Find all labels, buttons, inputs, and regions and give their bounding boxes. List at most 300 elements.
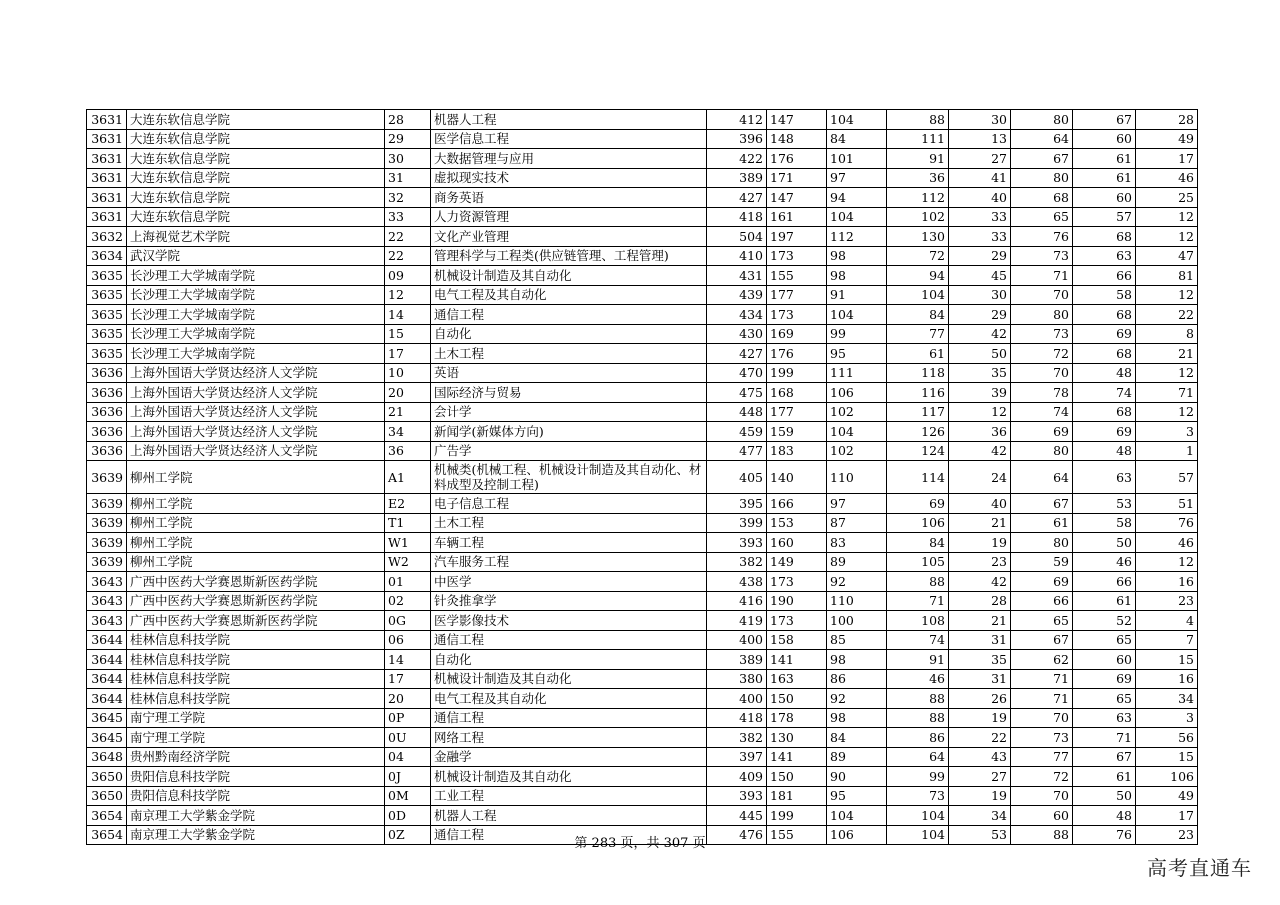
school-name-cell: 上海外国语大学贤达经济人文学院 bbox=[127, 383, 385, 403]
major-code-cell: 14 bbox=[385, 305, 431, 325]
major-code-cell: W2 bbox=[385, 552, 431, 572]
major-name-cell: 土木工程 bbox=[431, 344, 707, 364]
score-1-cell: 173 bbox=[767, 246, 827, 266]
table-row bbox=[87, 650, 1198, 670]
school-code-cell: 3635 bbox=[87, 344, 127, 364]
school-name-cell: 大连东软信息学院 bbox=[127, 129, 385, 149]
score-7-cell: 21 bbox=[1136, 344, 1198, 364]
school-name-cell: 大连东软信息学院 bbox=[127, 168, 385, 188]
score-3-cell: 104 bbox=[887, 806, 949, 826]
score-6-cell: 76 bbox=[1073, 825, 1136, 845]
score-6-cell: 60 bbox=[1073, 650, 1136, 670]
major-name-cell: 虚拟现实技术 bbox=[431, 168, 707, 188]
score-5-cell: 69 bbox=[1011, 422, 1073, 442]
score-7-cell: 16 bbox=[1136, 572, 1198, 592]
score-7-cell: 81 bbox=[1136, 266, 1198, 286]
score-7-cell: 17 bbox=[1136, 149, 1198, 169]
score-7-cell: 23 bbox=[1136, 825, 1198, 845]
score-7-cell: 12 bbox=[1136, 363, 1198, 383]
score-1-cell: 199 bbox=[767, 806, 827, 826]
school-name-cell: 贵州黔南经济学院 bbox=[127, 747, 385, 767]
major-name-cell: 通信工程 bbox=[431, 825, 707, 845]
major-name-cell: 机械设计制造及其自动化 bbox=[431, 767, 707, 787]
score-3-cell: 94 bbox=[887, 266, 949, 286]
score-4-cell: 30 bbox=[949, 110, 1011, 130]
major-code-cell: 36 bbox=[385, 441, 431, 461]
score-6-cell: 68 bbox=[1073, 305, 1136, 325]
score-6-cell: 65 bbox=[1073, 630, 1136, 650]
table-row bbox=[87, 552, 1198, 572]
score-2-cell: 106 bbox=[827, 383, 887, 403]
score-2-cell: 98 bbox=[827, 708, 887, 728]
school-code-cell: 3635 bbox=[87, 285, 127, 305]
score-3-cell: 64 bbox=[887, 747, 949, 767]
score-2-cell: 112 bbox=[827, 227, 887, 247]
score-2-cell: 104 bbox=[827, 422, 887, 442]
score-6-cell: 52 bbox=[1073, 611, 1136, 631]
score-7-cell: 3 bbox=[1136, 708, 1198, 728]
score-5-cell: 59 bbox=[1011, 552, 1073, 572]
score-7-cell: 71 bbox=[1136, 383, 1198, 403]
school-name-cell: 上海外国语大学贤达经济人文学院 bbox=[127, 422, 385, 442]
score-4-cell: 30 bbox=[949, 285, 1011, 305]
score-3-cell: 104 bbox=[887, 285, 949, 305]
score-1-cell: 178 bbox=[767, 708, 827, 728]
table-row bbox=[87, 246, 1198, 266]
score-5-cell: 80 bbox=[1011, 168, 1073, 188]
score-total-cell: 448 bbox=[707, 402, 767, 422]
score-3-cell: 117 bbox=[887, 402, 949, 422]
score-7-cell: 12 bbox=[1136, 552, 1198, 572]
score-2-cell: 99 bbox=[827, 324, 887, 344]
school-name-cell: 南京理工大学紫金学院 bbox=[127, 825, 385, 845]
major-code-cell: 20 bbox=[385, 689, 431, 709]
score-5-cell: 68 bbox=[1011, 188, 1073, 208]
score-3-cell: 102 bbox=[887, 207, 949, 227]
score-total-cell: 418 bbox=[707, 708, 767, 728]
score-7-cell: 16 bbox=[1136, 669, 1198, 689]
score-2-cell: 101 bbox=[827, 149, 887, 169]
score-1-cell: 199 bbox=[767, 363, 827, 383]
score-1-cell: 176 bbox=[767, 149, 827, 169]
score-4-cell: 42 bbox=[949, 441, 1011, 461]
score-2-cell: 104 bbox=[827, 207, 887, 227]
score-6-cell: 69 bbox=[1073, 422, 1136, 442]
score-3-cell: 105 bbox=[887, 552, 949, 572]
score-4-cell: 36 bbox=[949, 422, 1011, 442]
table-row bbox=[87, 461, 1198, 494]
school-name-cell: 南宁理工学院 bbox=[127, 708, 385, 728]
major-name-cell: 汽车服务工程 bbox=[431, 552, 707, 572]
table-row bbox=[87, 188, 1198, 208]
score-5-cell: 88 bbox=[1011, 825, 1073, 845]
major-code-cell: 28 bbox=[385, 110, 431, 130]
score-2-cell: 95 bbox=[827, 786, 887, 806]
score-6-cell: 61 bbox=[1073, 168, 1136, 188]
score-3-cell: 99 bbox=[887, 767, 949, 787]
score-total-cell: 395 bbox=[707, 494, 767, 514]
school-name-cell: 大连东软信息学院 bbox=[127, 207, 385, 227]
table-row bbox=[87, 513, 1198, 533]
score-4-cell: 40 bbox=[949, 494, 1011, 514]
school-code-cell: 3654 bbox=[87, 806, 127, 826]
score-6-cell: 61 bbox=[1073, 591, 1136, 611]
major-name-cell: 医学信息工程 bbox=[431, 129, 707, 149]
score-1-cell: 168 bbox=[767, 383, 827, 403]
score-4-cell: 41 bbox=[949, 168, 1011, 188]
table-row bbox=[87, 344, 1198, 364]
score-1-cell: 149 bbox=[767, 552, 827, 572]
major-name-cell: 英语 bbox=[431, 363, 707, 383]
score-2-cell: 110 bbox=[827, 461, 887, 494]
school-code-cell: 3644 bbox=[87, 689, 127, 709]
school-name-cell: 武汉学院 bbox=[127, 246, 385, 266]
major-code-cell: 20 bbox=[385, 383, 431, 403]
major-code-cell: 06 bbox=[385, 630, 431, 650]
school-code-cell: 3648 bbox=[87, 747, 127, 767]
school-code-cell: 3635 bbox=[87, 266, 127, 286]
score-5-cell: 73 bbox=[1011, 246, 1073, 266]
major-code-cell: 0P bbox=[385, 708, 431, 728]
school-code-cell: 3636 bbox=[87, 383, 127, 403]
score-4-cell: 33 bbox=[949, 227, 1011, 247]
score-7-cell: 12 bbox=[1136, 207, 1198, 227]
score-5-cell: 64 bbox=[1011, 129, 1073, 149]
score-6-cell: 71 bbox=[1073, 728, 1136, 748]
score-4-cell: 45 bbox=[949, 266, 1011, 286]
major-name-cell: 机械设计制造及其自动化 bbox=[431, 266, 707, 286]
school-name-cell: 长沙理工大学城南学院 bbox=[127, 285, 385, 305]
score-5-cell: 72 bbox=[1011, 767, 1073, 787]
score-4-cell: 19 bbox=[949, 708, 1011, 728]
score-2-cell: 92 bbox=[827, 689, 887, 709]
score-4-cell: 31 bbox=[949, 630, 1011, 650]
score-total-cell: 397 bbox=[707, 747, 767, 767]
score-5-cell: 80 bbox=[1011, 441, 1073, 461]
table-row bbox=[87, 572, 1198, 592]
score-total-cell: 399 bbox=[707, 513, 767, 533]
score-3-cell: 46 bbox=[887, 669, 949, 689]
score-total-cell: 416 bbox=[707, 591, 767, 611]
score-2-cell: 86 bbox=[827, 669, 887, 689]
table-row bbox=[87, 285, 1198, 305]
score-2-cell: 85 bbox=[827, 630, 887, 650]
score-1-cell: 173 bbox=[767, 572, 827, 592]
score-6-cell: 68 bbox=[1073, 344, 1136, 364]
major-code-cell: 22 bbox=[385, 246, 431, 266]
major-code-cell: 01 bbox=[385, 572, 431, 592]
score-3-cell: 108 bbox=[887, 611, 949, 631]
watermark-text: 高考直通车 bbox=[1147, 856, 1252, 880]
score-total-cell: 410 bbox=[707, 246, 767, 266]
score-4-cell: 34 bbox=[949, 806, 1011, 826]
table-row bbox=[87, 689, 1198, 709]
major-name-cell: 广告学 bbox=[431, 441, 707, 461]
school-code-cell: 3631 bbox=[87, 129, 127, 149]
score-5-cell: 70 bbox=[1011, 285, 1073, 305]
table-row bbox=[87, 630, 1198, 650]
score-4-cell: 12 bbox=[949, 402, 1011, 422]
major-code-cell: W1 bbox=[385, 533, 431, 553]
score-6-cell: 67 bbox=[1073, 110, 1136, 130]
school-name-cell: 上海视觉艺术学院 bbox=[127, 227, 385, 247]
school-code-cell: 3631 bbox=[87, 207, 127, 227]
score-5-cell: 74 bbox=[1011, 402, 1073, 422]
major-name-cell: 通信工程 bbox=[431, 708, 707, 728]
score-total-cell: 459 bbox=[707, 422, 767, 442]
score-2-cell: 89 bbox=[827, 552, 887, 572]
major-name-cell: 电气工程及其自动化 bbox=[431, 285, 707, 305]
score-5-cell: 67 bbox=[1011, 149, 1073, 169]
major-name-cell: 针灸推拿学 bbox=[431, 591, 707, 611]
school-name-cell: 上海外国语大学贤达经济人文学院 bbox=[127, 363, 385, 383]
score-3-cell: 111 bbox=[887, 129, 949, 149]
table-row bbox=[87, 441, 1198, 461]
score-5-cell: 73 bbox=[1011, 728, 1073, 748]
major-code-cell: 15 bbox=[385, 324, 431, 344]
score-3-cell: 116 bbox=[887, 383, 949, 403]
score-6-cell: 68 bbox=[1073, 402, 1136, 422]
school-code-cell: 3639 bbox=[87, 513, 127, 533]
score-5-cell: 60 bbox=[1011, 806, 1073, 826]
score-5-cell: 62 bbox=[1011, 650, 1073, 670]
score-7-cell: 47 bbox=[1136, 246, 1198, 266]
score-6-cell: 53 bbox=[1073, 494, 1136, 514]
score-1-cell: 141 bbox=[767, 650, 827, 670]
score-total-cell: 400 bbox=[707, 630, 767, 650]
score-5-cell: 66 bbox=[1011, 591, 1073, 611]
score-1-cell: 181 bbox=[767, 786, 827, 806]
score-1-cell: 166 bbox=[767, 494, 827, 514]
score-5-cell: 80 bbox=[1011, 305, 1073, 325]
school-code-cell: 3639 bbox=[87, 552, 127, 572]
school-name-cell: 柳州工学院 bbox=[127, 494, 385, 514]
score-6-cell: 68 bbox=[1073, 227, 1136, 247]
score-5-cell: 70 bbox=[1011, 786, 1073, 806]
score-7-cell: 106 bbox=[1136, 767, 1198, 787]
score-total-cell: 476 bbox=[707, 825, 767, 845]
score-3-cell: 130 bbox=[887, 227, 949, 247]
score-7-cell: 57 bbox=[1136, 461, 1198, 494]
school-name-cell: 南宁理工学院 bbox=[127, 728, 385, 748]
score-4-cell: 35 bbox=[949, 363, 1011, 383]
school-code-cell: 3636 bbox=[87, 402, 127, 422]
score-7-cell: 17 bbox=[1136, 806, 1198, 826]
table-row bbox=[87, 383, 1198, 403]
table-row bbox=[87, 786, 1198, 806]
score-1-cell: 177 bbox=[767, 402, 827, 422]
score-4-cell: 21 bbox=[949, 513, 1011, 533]
major-name-cell: 电气工程及其自动化 bbox=[431, 689, 707, 709]
major-name-cell: 文化产业管理 bbox=[431, 227, 707, 247]
score-2-cell: 102 bbox=[827, 441, 887, 461]
major-code-cell: 31 bbox=[385, 168, 431, 188]
score-5-cell: 61 bbox=[1011, 513, 1073, 533]
school-code-cell: 3645 bbox=[87, 708, 127, 728]
score-1-cell: 158 bbox=[767, 630, 827, 650]
score-2-cell: 104 bbox=[827, 305, 887, 325]
score-6-cell: 48 bbox=[1073, 441, 1136, 461]
score-7-cell: 22 bbox=[1136, 305, 1198, 325]
table-row bbox=[87, 533, 1198, 553]
school-name-cell: 柳州工学院 bbox=[127, 533, 385, 553]
school-code-cell: 3643 bbox=[87, 572, 127, 592]
score-6-cell: 61 bbox=[1073, 767, 1136, 787]
school-name-cell: 大连东软信息学院 bbox=[127, 149, 385, 169]
major-code-cell: 29 bbox=[385, 129, 431, 149]
score-4-cell: 31 bbox=[949, 669, 1011, 689]
score-5-cell: 80 bbox=[1011, 110, 1073, 130]
score-4-cell: 42 bbox=[949, 572, 1011, 592]
score-6-cell: 50 bbox=[1073, 786, 1136, 806]
score-4-cell: 19 bbox=[949, 786, 1011, 806]
major-code-cell: 30 bbox=[385, 149, 431, 169]
table-row bbox=[87, 227, 1198, 247]
score-4-cell: 19 bbox=[949, 533, 1011, 553]
score-7-cell: 1 bbox=[1136, 441, 1198, 461]
table-row bbox=[87, 266, 1198, 286]
school-name-cell: 上海外国语大学贤达经济人文学院 bbox=[127, 402, 385, 422]
school-name-cell: 广西中医药大学赛恩斯新医药学院 bbox=[127, 572, 385, 592]
major-code-cell: 14 bbox=[385, 650, 431, 670]
score-7-cell: 12 bbox=[1136, 402, 1198, 422]
score-2-cell: 84 bbox=[827, 728, 887, 748]
score-total-cell: 431 bbox=[707, 266, 767, 286]
score-1-cell: 155 bbox=[767, 825, 827, 845]
major-code-cell: 04 bbox=[385, 747, 431, 767]
table-row bbox=[87, 129, 1198, 149]
score-7-cell: 51 bbox=[1136, 494, 1198, 514]
score-6-cell: 67 bbox=[1073, 747, 1136, 767]
score-4-cell: 22 bbox=[949, 728, 1011, 748]
school-name-cell: 贵阳信息科技学院 bbox=[127, 786, 385, 806]
score-total-cell: 470 bbox=[707, 363, 767, 383]
score-6-cell: 60 bbox=[1073, 129, 1136, 149]
score-1-cell: 163 bbox=[767, 669, 827, 689]
score-6-cell: 66 bbox=[1073, 266, 1136, 286]
major-name-cell: 新闻学(新媒体方向) bbox=[431, 422, 707, 442]
score-1-cell: 147 bbox=[767, 188, 827, 208]
score-2-cell: 102 bbox=[827, 402, 887, 422]
score-1-cell: 148 bbox=[767, 129, 827, 149]
major-code-cell: 0M bbox=[385, 786, 431, 806]
major-code-cell: 17 bbox=[385, 669, 431, 689]
score-6-cell: 48 bbox=[1073, 363, 1136, 383]
table-row bbox=[87, 422, 1198, 442]
table-row bbox=[87, 747, 1198, 767]
table-row bbox=[87, 611, 1198, 631]
major-name-cell: 机械类(机械工程、机械设计制造及其自动化、材料成型及控制工程) bbox=[431, 461, 707, 494]
school-name-cell: 长沙理工大学城南学院 bbox=[127, 266, 385, 286]
score-1-cell: 176 bbox=[767, 344, 827, 364]
score-3-cell: 72 bbox=[887, 246, 949, 266]
score-total-cell: 412 bbox=[707, 110, 767, 130]
school-name-cell: 桂林信息科技学院 bbox=[127, 689, 385, 709]
score-2-cell: 89 bbox=[827, 747, 887, 767]
score-7-cell: 3 bbox=[1136, 422, 1198, 442]
score-4-cell: 29 bbox=[949, 305, 1011, 325]
score-6-cell: 63 bbox=[1073, 461, 1136, 494]
score-1-cell: 155 bbox=[767, 266, 827, 286]
major-code-cell: E2 bbox=[385, 494, 431, 514]
score-3-cell: 124 bbox=[887, 441, 949, 461]
school-name-cell: 广西中医药大学赛恩斯新医药学院 bbox=[127, 611, 385, 631]
score-4-cell: 42 bbox=[949, 324, 1011, 344]
score-2-cell: 100 bbox=[827, 611, 887, 631]
score-5-cell: 71 bbox=[1011, 689, 1073, 709]
score-6-cell: 63 bbox=[1073, 246, 1136, 266]
score-6-cell: 63 bbox=[1073, 708, 1136, 728]
score-7-cell: 23 bbox=[1136, 591, 1198, 611]
score-3-cell: 36 bbox=[887, 168, 949, 188]
score-total-cell: 422 bbox=[707, 149, 767, 169]
score-total-cell: 438 bbox=[707, 572, 767, 592]
school-code-cell: 3634 bbox=[87, 246, 127, 266]
score-3-cell: 88 bbox=[887, 572, 949, 592]
score-7-cell: 12 bbox=[1136, 227, 1198, 247]
score-6-cell: 69 bbox=[1073, 669, 1136, 689]
score-7-cell: 8 bbox=[1136, 324, 1198, 344]
major-code-cell: 09 bbox=[385, 266, 431, 286]
score-4-cell: 35 bbox=[949, 650, 1011, 670]
score-3-cell: 61 bbox=[887, 344, 949, 364]
table-row bbox=[87, 402, 1198, 422]
score-2-cell: 94 bbox=[827, 188, 887, 208]
score-2-cell: 97 bbox=[827, 168, 887, 188]
score-2-cell: 98 bbox=[827, 650, 887, 670]
score-6-cell: 57 bbox=[1073, 207, 1136, 227]
school-code-cell: 3650 bbox=[87, 786, 127, 806]
score-5-cell: 64 bbox=[1011, 461, 1073, 494]
score-1-cell: 159 bbox=[767, 422, 827, 442]
score-5-cell: 77 bbox=[1011, 747, 1073, 767]
school-name-cell: 桂林信息科技学院 bbox=[127, 669, 385, 689]
score-4-cell: 21 bbox=[949, 611, 1011, 631]
score-total-cell: 409 bbox=[707, 767, 767, 787]
score-2-cell: 95 bbox=[827, 344, 887, 364]
school-name-cell: 长沙理工大学城南学院 bbox=[127, 344, 385, 364]
school-code-cell: 3631 bbox=[87, 188, 127, 208]
score-7-cell: 28 bbox=[1136, 110, 1198, 130]
score-1-cell: 171 bbox=[767, 168, 827, 188]
score-7-cell: 76 bbox=[1136, 513, 1198, 533]
score-7-cell: 12 bbox=[1136, 285, 1198, 305]
score-1-cell: 173 bbox=[767, 611, 827, 631]
score-2-cell: 84 bbox=[827, 129, 887, 149]
score-3-cell: 126 bbox=[887, 422, 949, 442]
score-6-cell: 50 bbox=[1073, 533, 1136, 553]
major-code-cell: 33 bbox=[385, 207, 431, 227]
major-code-cell: 22 bbox=[385, 227, 431, 247]
major-code-cell: 02 bbox=[385, 591, 431, 611]
score-7-cell: 15 bbox=[1136, 747, 1198, 767]
school-name-cell: 大连东软信息学院 bbox=[127, 188, 385, 208]
score-5-cell: 80 bbox=[1011, 533, 1073, 553]
score-total-cell: 389 bbox=[707, 168, 767, 188]
table-row bbox=[87, 324, 1198, 344]
major-name-cell: 机器人工程 bbox=[431, 110, 707, 130]
school-name-cell: 柳州工学院 bbox=[127, 552, 385, 572]
score-5-cell: 73 bbox=[1011, 324, 1073, 344]
major-name-cell: 自动化 bbox=[431, 324, 707, 344]
major-name-cell: 通信工程 bbox=[431, 305, 707, 325]
score-4-cell: 53 bbox=[949, 825, 1011, 845]
score-7-cell: 46 bbox=[1136, 168, 1198, 188]
school-name-cell: 长沙理工大学城南学院 bbox=[127, 324, 385, 344]
score-4-cell: 26 bbox=[949, 689, 1011, 709]
major-code-cell: A1 bbox=[385, 461, 431, 494]
table-row bbox=[87, 591, 1198, 611]
